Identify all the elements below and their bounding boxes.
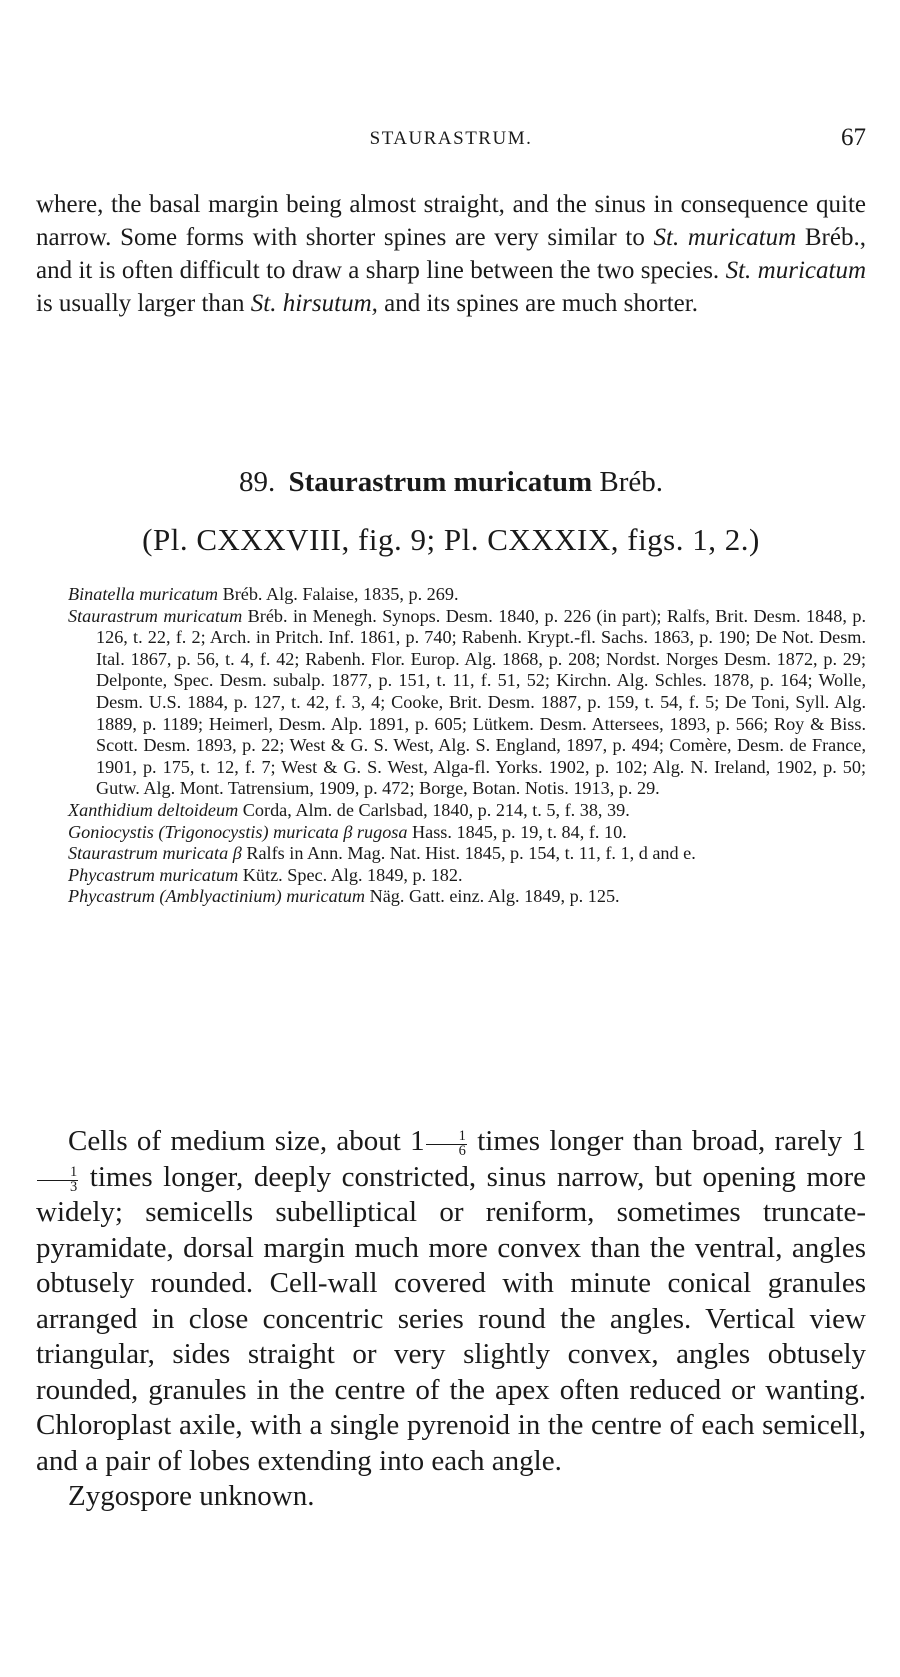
species-description: [36, 1124, 866, 1515]
species-number: 89.: [238, 466, 276, 498]
species-name: Staurastrum muricatum: [288, 466, 593, 498]
intro-taxon-3: St. hirsutum,: [250, 290, 378, 317]
synonym-citation: Hass. 1845, p. 19, t. 84, f. 10.: [407, 821, 627, 842]
synonym-name: Phycastrum (Amblyactinium) muricatum: [68, 886, 366, 907]
intro-text-3: is usually larger than: [36, 290, 251, 317]
synonym-name: Phycastrum muricatum: [68, 864, 239, 885]
synonym-name: Staurastrum muricata β: [68, 843, 242, 864]
fraction-denominator: 6: [458, 1143, 466, 1160]
description-text-b: times longer than broad, rarely 1: [467, 1125, 866, 1157]
synonym-citation: Kütz. Spec. Alg. 1849, p. 182.: [238, 864, 463, 885]
synonymy-list: [68, 584, 866, 908]
intro-text-1: where, the basal margin being almost straight, and the sinus in consequence quite narrow. Some forms with shorter spines are very similar to: [36, 191, 866, 251]
synonym-citation: Corda, Alm. de Carlsbad, 1840, p. 214, t. 5, f. 38, 39.: [238, 799, 630, 820]
species-heading: [36, 466, 866, 499]
synonym-entry: [68, 843, 866, 865]
intro-text-2: Bréb., and it is often difficult to draw a sharp line between the two species.: [36, 224, 866, 284]
synonym-entry: [68, 584, 866, 606]
synonym-entry: [68, 865, 866, 887]
synonym-citation: Näg. Gatt. einz. Alg. 1849, p. 125.: [365, 886, 620, 907]
synonym-entry: [68, 886, 866, 908]
description-text-a: Cells of medium size, about 1: [68, 1125, 425, 1157]
description-text-c: times longer, deeply constricted, sinus narrow, but opening more widely; semicells subelliptical or reniform, sometimes truncate-pyramidate, dorsal margin much more convex than the ventral, angles obtusely rounded. Cell-wall covered with minute conical granules arranged in close concentric series round the angles. Vertical view triangular, sides straight or very slightly convex, angles obtusely rounded, granules in the centre of the apex often reduced or wanting. Chloroplast axile, with a single pyrenoid in the centre of each semicell, and a pair of lobes extending into each angle.: [36, 1160, 866, 1477]
page-number: 67: [841, 124, 866, 151]
fraction-numerator: 1: [426, 1130, 467, 1145]
fraction-one-third: [37, 1163, 78, 1195]
description-paragraph: [36, 1124, 866, 1479]
plate-references: (Pl. CXXXVIII, fig. 9; Pl. CXXXIX, figs. 1, 2.): [142, 522, 760, 557]
intro-taxon-2: St. muricatum: [725, 257, 866, 284]
synonym-citation: Ralfs in Ann. Mag. Nat. Hist. 1845, p. 154, t. 11, f. 1, d and e.: [241, 843, 696, 864]
intro-paragraph: [36, 188, 866, 320]
synonym-name: Goniocystis (Trigonocystis) muricata β rugosa: [68, 821, 408, 842]
intro-taxon-1: St. muricatum: [653, 224, 797, 251]
synonym-entry: [68, 822, 866, 844]
synonym-name: Staurastrum muricatum: [68, 605, 243, 626]
synonym-entry: [68, 800, 866, 822]
synonym-name: Xanthidium deltoideum: [68, 799, 239, 820]
intro-text-4: and its spines are much shorter.: [377, 290, 698, 317]
fraction-numerator: 1: [37, 1166, 78, 1181]
fraction-one-sixth: [426, 1130, 467, 1159]
fraction-denominator: 3: [70, 1178, 78, 1195]
zygospore-note: Zygospore unknown.: [68, 1480, 315, 1512]
synonym-name: Binatella muricatum: [68, 584, 219, 604]
running-head: STAURASTRUM.: [369, 128, 533, 149]
species-author: Bréb.: [599, 466, 664, 498]
synonym-citation: Bréb. in Menegh. Synops. Desm. 1840, p. 226 (in part); Ralfs, Brit. Desm. 1848, p. 126, t. 22, f. 2; Arch. in Pritch. Inf. 1861, p. 740; Rabenh. Krypt.-fl. Sachs. 1863, p. 190; De Not. Desm. Ital. 1867, p. 56, t. 4, f. 42; Rabenh. Flor. Europ. Alg. 1868, p. 208; Nordst. Norges Desm. 1872, p. 29; Delponte, Spec. Desm. subalp. 1877, p. 151, t. 11, f. 51, 52; Kirchn. Alg. Schles. 1878, p. 164; Wolle, Desm. U.S. 1884, p. 127, t. 42, f. 3, 4; Cooke, Brit. Desm. 1887, p. 159, t. 54, f. 5; De Toni, Syll. Alg. 1889, p. 1189; Heimerl, Desm. Alp. 1891, p. 605; Lütkem. Desm. Attersees, 1893, p. 566; Roy & Biss. Scott. Desm. 1893, p. 22; West & G. S. West, Alg. S. England, 1897, p. 494; Comère, Desm. de France, 1901, p. 175, t. 12, f. 7; West & G. S. West, Alga-fl. Yorks. 1902, p. 102; Alg. N. Ireland, 1902, p. 50; Gutw. Alg. Mont. Tatrensium, 1909, p. 472; Borge, Botan. Notis. 1913, p. 29.: [96, 605, 866, 799]
synonym-citation: Bréb. Alg. Falaise, 1835, p. 269.: [218, 584, 459, 604]
page-header: [36, 124, 866, 154]
synonym-entry: [68, 606, 866, 800]
